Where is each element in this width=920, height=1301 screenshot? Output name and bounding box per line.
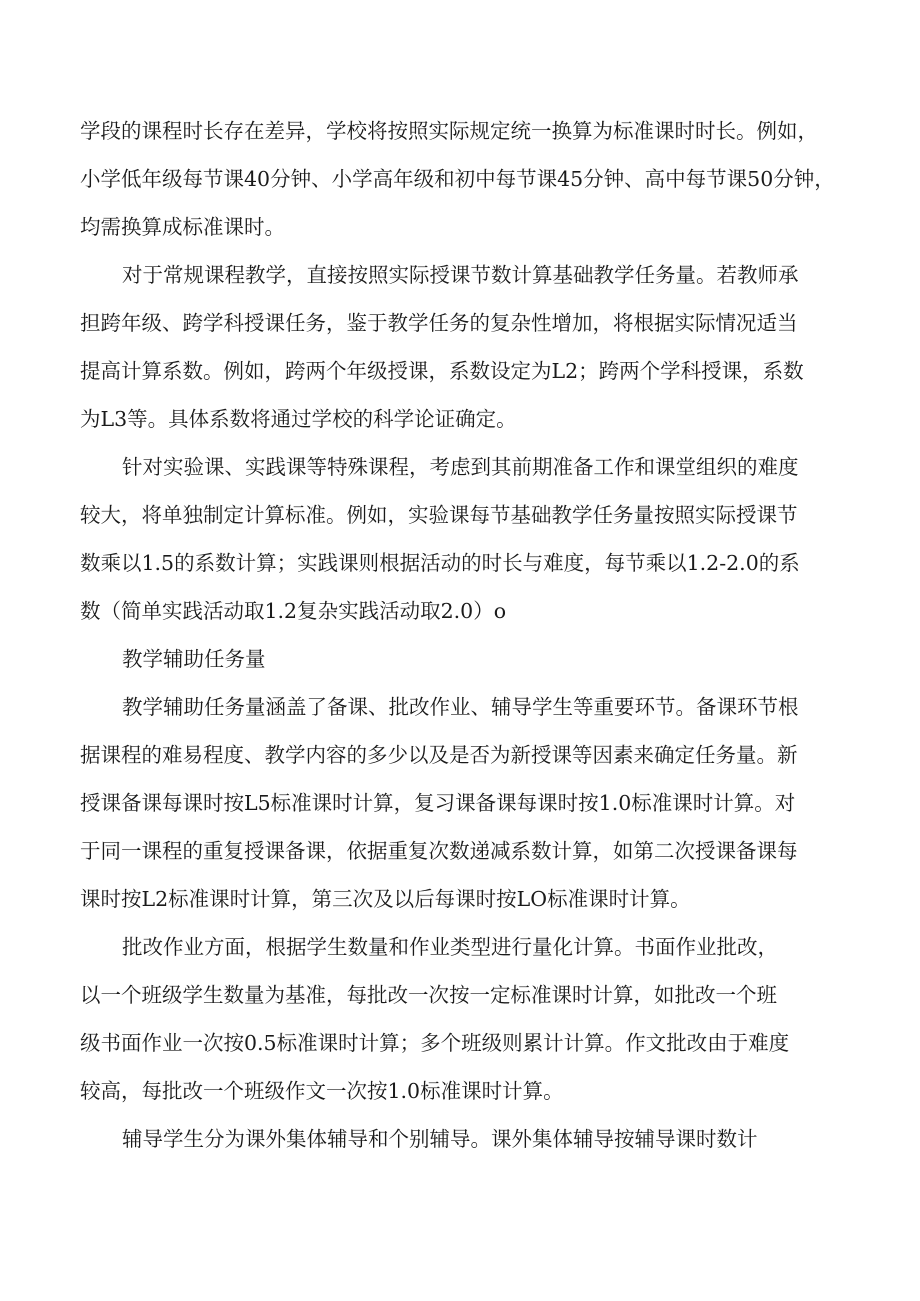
section-heading: 教学辅助任务量 (122, 647, 266, 671)
text-line: 针对实验课、实践课等特殊课程，考虑到其前期准备工作和课堂组织的难度 (122, 455, 799, 479)
text-line: 学段的课程时长存在差异，学校将按照实际规定统一换算为标准课时时长。例如， (80, 119, 818, 143)
text-line: 于同一课程的重复授课备课，依据重复次数递减系数计算，如第二次授课备课每 (80, 839, 798, 863)
text-line: 为L3等。具体系数将通过学校的科学论证确定。 (80, 407, 517, 431)
text-line: 数（简单实践活动取1.2复杂实践活动取2.0）o (80, 599, 507, 623)
text-line: 小学低年级每节课40分钟、小学高年级和初中每节课45分钟、高中每节课50分钟， (80, 167, 835, 191)
text-line: 级书面作业一次按0.5标准课时计算；多个班级则累计计算。作文批改由于难度 (80, 1031, 790, 1055)
text-line: 据课程的难易程度、教学内容的多少以及是否为新授课等因素来确定任务量。新 (80, 743, 798, 767)
text-line: 授课备课每课时按L5标准课时计算，复习课备课每课时按1.0标准课时计算。对 (80, 791, 796, 815)
text-line: 担跨年级、跨学科授课任务，鉴于教学任务的复杂性增加，将根据实际情况适当 (80, 311, 798, 335)
text-line: 数乘以1.5的系数计算；实践课则根据活动的时长与难度，每节乘以1.2-2.0的系 (80, 551, 800, 575)
text-line: 提高计算系数。例如，跨两个年级授课，系数设定为L2；跨两个学科授课，系数 (80, 359, 804, 383)
text-line: 均需换算成标准课时。 (80, 215, 285, 239)
text-line: 对于常规课程教学，直接按照实际授课节数计算基础教学任务量。若教师承 (122, 263, 799, 287)
text-line: 课时按L2标准课时计算，第三次及以后每课时按LO标准课时计算。 (80, 887, 691, 911)
text-line: 较大，将单独制定计算标准。例如，实验课每节基础教学任务量按照实际授课节 (80, 503, 798, 527)
text-line: 批改作业方面，根据学生数量和作业类型进行量化计算。书面作业批改， (122, 935, 778, 959)
text-line: 辅导学生分为课外集体辅导和个别辅导。课外集体辅导按辅导课时数计 (122, 1127, 758, 1151)
text-line: 较高，每批改一个班级作文一次按1.0标准课时计算。 (80, 1079, 564, 1103)
text-line: 以一个班级学生数量为基准，每批改一次按一定标准课时计算，如批改一个班 (80, 983, 777, 1007)
text-line: 教学辅助任务量涵盖了备课、批改作业、辅导学生等重要环节。备课环节根 (122, 695, 799, 719)
